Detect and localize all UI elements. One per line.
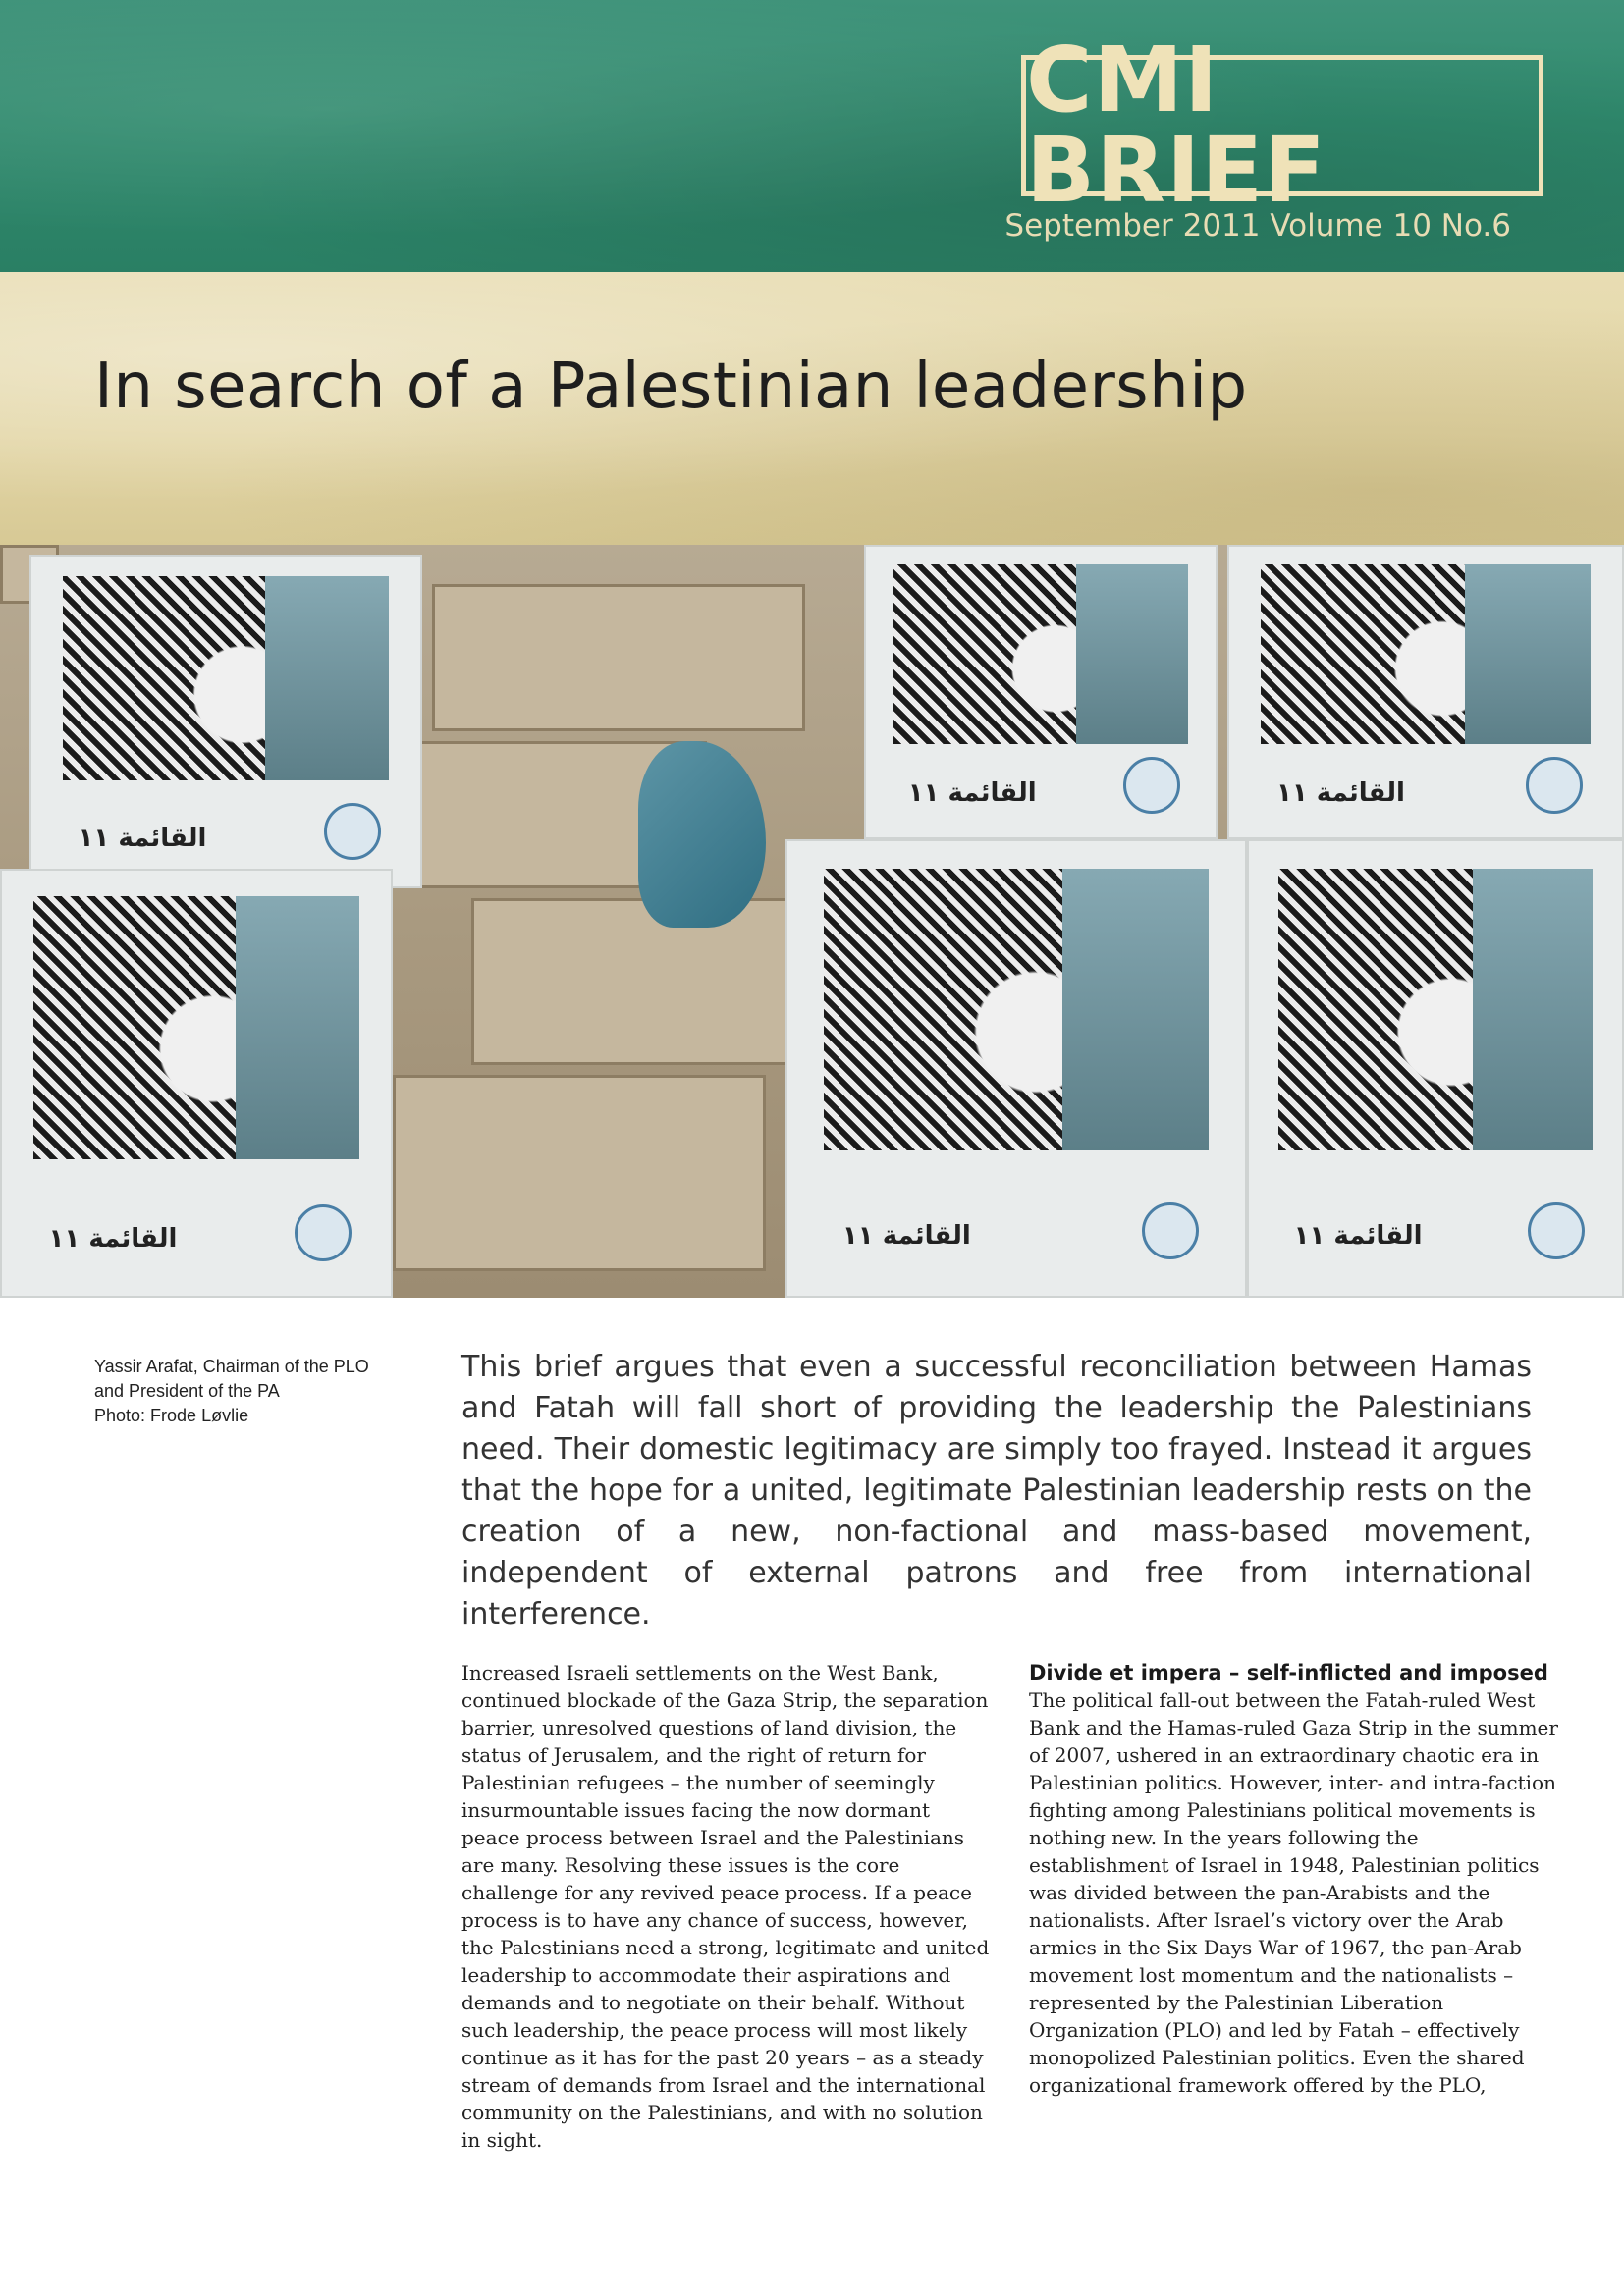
body-paragraph: The political fall-out between the Fatah-ruled West Bank and the Hamas-ruled Gaza Strip in the summer of 2007, ushered in an extraordinary chaotic era in Palestinian politics. However, inter- and intra-faction fighting among Palestinians political movements is nothing new. In the years following the establishment of Israel in 1948, Palestinian politics was divided between the pan-Arabists and the nationalists. After Israel’s victory over the Arab armies in the Six Days War of 1967, the pan-Arab movement lost momentum and the nationalists – represented by the Palestinian Liberation Organization (PLO) and led by Fatah – effectively monopolized Palestinian politics. Even the shared organizational framework offered by the PLO,: [1029, 1688, 1558, 2097]
poster-text: القائمة ١١: [1276, 778, 1405, 809]
emblem-icon: [1123, 757, 1180, 814]
portrait-image: [893, 564, 1187, 745]
caption-line: Yassir Arafat, Chairman of the PLO: [94, 1357, 369, 1376]
caption-line: Photo: Frode Løvlie: [94, 1406, 249, 1425]
emblem-icon: [324, 803, 381, 860]
body-paragraph: Increased Israeli settlements on the West Bank, continued blockade of the Gaza Strip, the separation barrier, unresolved questions of land division, the status of Jerusalem, and the right of return for Palestinian refugees – the number of seemingly insurmountable issues facing the now dormant peace process between Israel and the Palestinians are many. Resolving these issues is the core challenge for any revived peace process. If a peace process is to have any chance of success, however, the Palestinians need a strong, legitimate and united leadership to accommodate their aspirations and demands and to negotiate on their behalf. Without such leadership, the peace process will most likely continue as it has for the past 20 years – as a steady stream of demands from Israel and the international community on the Palestinians, and with no solution in sight.: [461, 1661, 990, 2152]
poster-text: القائمة ١١: [841, 1220, 971, 1251]
poster-text: القائمة ١١: [48, 1223, 178, 1254]
caption-line: and President of the PA: [94, 1381, 280, 1401]
lede-paragraph: This brief argues that even a successful reconciliation between Hamas and Fatah will fall short of providing the leadership the Palestinians need. Their domestic legitimacy are simply too frayed. Instead it argues that the hope for a united, legitimate Palestinian leadership rests on the creation of a new, non-factional and mass-based movement, independent of external patrons and free from international interference.: [461, 1350, 1532, 1631]
brand-logo: [1021, 27, 1543, 223]
wall-stone: [393, 1075, 766, 1271]
issue-info: September 2011 Volume 10 No.6: [1004, 208, 1511, 243]
emblem-icon: [295, 1204, 352, 1261]
emblem-icon: [1526, 757, 1583, 814]
brand-name: CMI BRIEF: [1026, 27, 1326, 223]
poster: [0, 869, 393, 1298]
poster-text: القائمة ١١: [1293, 1220, 1423, 1251]
emblem-icon: [1528, 1202, 1585, 1259]
portrait-image: [33, 896, 360, 1159]
document-title: In search of a Palestinian leadership: [94, 350, 1248, 423]
photo-caption: [94, 1355, 418, 1428]
cover-photo: [0, 545, 1624, 1298]
masthead: [0, 0, 1624, 272]
poster-text: القائمة ١١: [78, 824, 207, 854]
poster: [29, 555, 422, 888]
poster: [1227, 545, 1624, 839]
poster: [1247, 839, 1624, 1298]
portrait-image: [63, 576, 390, 780]
poster: [864, 545, 1218, 839]
portrait-image: [824, 869, 1208, 1150]
poster: [785, 839, 1247, 1298]
body-column-right: [1029, 1659, 1559, 2099]
portrait-image: [1261, 564, 1591, 745]
wall-stone: [432, 584, 805, 731]
poster-text: القائمة ١١: [907, 778, 1037, 809]
title-band: [0, 272, 1624, 545]
section-heading: Divide et impera – self-inflicted and imposed: [1029, 1661, 1548, 1684]
emblem-icon: [1142, 1202, 1199, 1259]
torn-poster-remnant: [638, 741, 766, 928]
body-column-left: [461, 1659, 992, 2154]
portrait-image: [1278, 869, 1592, 1150]
